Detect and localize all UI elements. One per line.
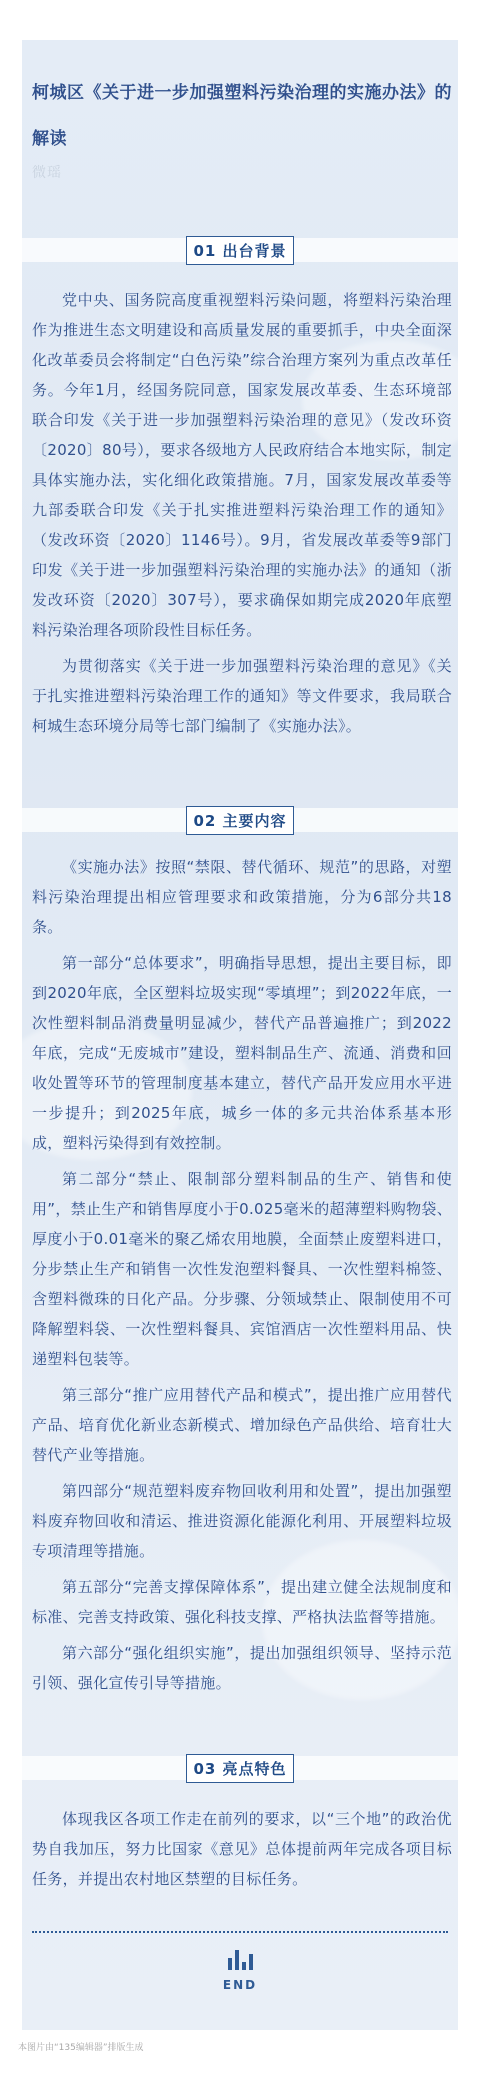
section-body-background <box>32 285 452 747</box>
section-heading: 02 主要内容 <box>186 806 293 835</box>
section-heading: 01 出台背景 <box>186 236 293 265</box>
author-name: 微瑶 <box>32 165 62 181</box>
paragraph: 第二部分“禁止、限制部分塑料制品的生产、销售和使用”，禁止生产和销售厚度小于0.025毫米的超薄塑料购物袋、厚度小于0.01毫米的聚乙烯农用地膜，全面禁止废塑料进口，分步禁止生产和销售一次性发泡塑料餐具、一次性塑料棉签、含塑料微珠的日化产品。分步骤、分领域禁止、限制使用不可降解塑料袋、一次性塑料餐具、宾馆酒店一次性塑料用品、快递塑料包装等。 <box>32 1170 452 1368</box>
end-mark <box>22 1950 458 1992</box>
section-heading-background <box>22 232 458 268</box>
paragraph: 体现我区各项工作走在前列的要求，以“三个地”的政治优势自我加压，努力比国家《意见》总体提前两年完成各项目标任务，并提出农村地区禁塑的目标任务。 <box>32 1810 452 1888</box>
paragraph: 党中央、国务院高度重视塑料污染问题，将塑料污染治理作为推进生态文明建设和高质量发展的重要抓手，中央全面深化改革委员会将制定“白色污染”综合治理方案列为重点改革任务。今年1月，经国务院同意，国家发展改革委、生态环境部联合印发《关于进一步加强塑料污染治理的意见》（发改环资〔2020〕80号），要求各级地方人民政府结合本地实际，制定具体实施办法，实化细化政策措施。7月，国家发展改革委等九部委联合印发《关于扎实推进塑料污染治理工作的通知》（发改环资〔2020〕1146号）。9月，省发展改革委等9部门印发《关于进一步加强塑料污染治理的实施办法》的通知（浙发改环资〔2020〕307号），要求确保如期完成2020年底塑料污染治理各项阶段性目标任务。 <box>32 291 452 639</box>
bar-chart-icon <box>228 1950 253 1970</box>
paragraph: 第一部分“总体要求”，明确指导思想，提出主要目标，即到2020年底，全区塑料垃圾实现“零填埋”；到2022年底，一次性塑料制品消费量明显减少，替代产品普遍推广；到2022年底，完成“无废城市”建设，塑料制品生产、流通、消费和回收处置等环节的管理制度基本建立，替代产品开发应用水平进一步提升；到2025年底，城乡一体的多元共治体系基本形成，塑料污染得到有效控制。 <box>32 954 452 1152</box>
section-heading-highlights <box>22 1750 458 1786</box>
dotted-divider <box>32 1931 448 1933</box>
paragraph: 《实施办法》按照“禁限、替代循环、规范”的思路，对塑料污染治理提出相应管理要求和政策措施，分为6部分共18条。 <box>32 858 452 936</box>
footer-credit: 本图片由“135编辑器”排版生成 <box>18 2043 144 2053</box>
paragraph: 第五部分“完善支撑保障体系”，提出建立健全法规制度和标准、完善支持政策、强化科技支撑、严格执法监督等措施。 <box>32 1578 452 1626</box>
paragraph: 第四部分“规范塑料废弃物回收利用和处置”，提出加强塑料废弃物回收和清运、推进资源化能源化利用、开展塑料垃圾专项清理等措施。 <box>32 1482 452 1560</box>
paragraph: 为贯彻落实《关于进一步加强塑料污染治理的意见》《关于扎实推进塑料污染治理工作的通知》等文件要求，我局联合柯城生态环境分局等七部门编制了《实施办法》。 <box>32 657 452 735</box>
section-body-highlights <box>32 1804 452 1900</box>
paragraph: 第三部分“推广应用替代产品和模式”，提出推广应用替代产品、培育优化新业态新模式、增加绿色产品供给、培育壮大替代产业等措施。 <box>32 1386 452 1464</box>
paragraph: 第六部分“强化组织实施”，提出加强组织领导、坚持示范引领、强化宣传引导等措施。 <box>32 1644 452 1692</box>
section-heading-content <box>22 802 458 838</box>
section-heading: 03 亮点特色 <box>186 1754 293 1783</box>
end-label: END <box>222 1978 258 1992</box>
article-title: 柯城区《关于进一步加强塑料污染治理的实施办法》的解读 <box>32 83 452 149</box>
section-body-content <box>32 852 452 1704</box>
article-card <box>22 40 458 2030</box>
